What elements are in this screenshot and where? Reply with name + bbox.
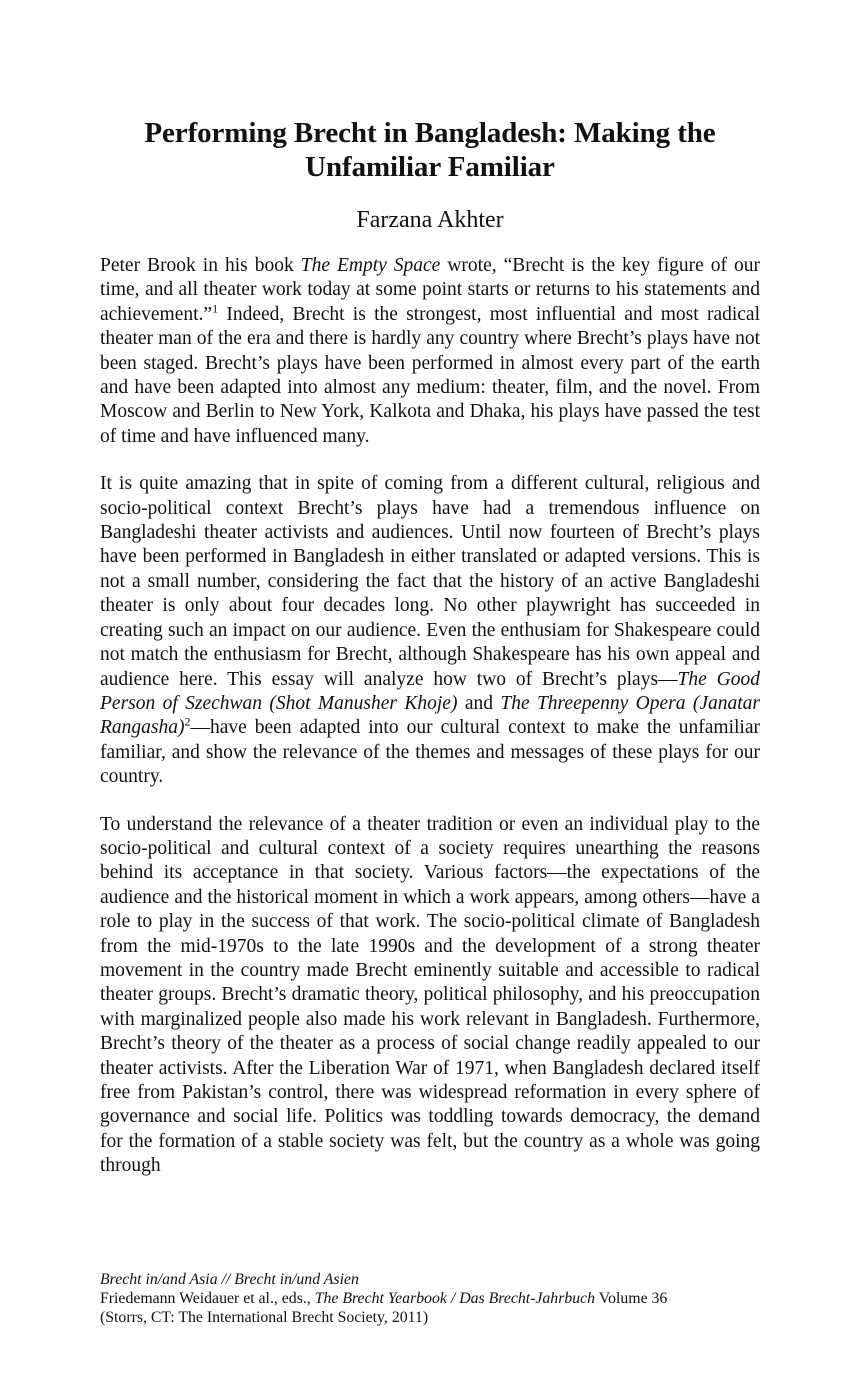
play-title: The Good Person of Szechwan (Shot Manusher Khoje) (100, 668, 760, 714)
body-paragraph (100, 813, 760, 1179)
body-paragraph (100, 254, 760, 449)
footnote-marker[interactable]: 2 (184, 714, 191, 729)
play-title: The Threepenny Opera (Janatar Rangasha) (100, 692, 760, 739)
paragraph-text: and (457, 692, 501, 714)
footer-yearbook: The Brecht Yearbook / Das Brecht-Jahrbuch (314, 1290, 596, 1307)
article-page (100, 116, 760, 1179)
paragraph-text: —have been adapted into our cultural context to make the unfamiliar familiar, and show the relevance of the themes and messages of these plays for our country. (100, 717, 760, 788)
paragraph-text: Peter Brook in his book (100, 255, 301, 276)
article-title: Performing Brecht in Bangladesh: Making the Unfamiliar Familiar (144, 117, 716, 183)
paragraph-text: wrote, “Brecht is the key figure of our time, and all theater work today at some point starts or returns to his statements and achievement.” (100, 255, 760, 325)
body-paragraph (100, 472, 760, 789)
footer-publisher: (Storrs, CT: The International Brecht Society, 2011) (100, 1309, 429, 1326)
paragraph-text: Indeed, Brecht is the strongest, most influential and most radical theater man of the era and there is hardly any country where Brecht’s plays have not been staged. Brecht’s plays have been performed in almost every part of the earth and have been adapted into almost any medium: theater, film, and the novel. From Moscow and Berlin to New York, Kalkota and Dhaka, his plays have passed the test of time and have influenced many. (100, 303, 760, 447)
footer-citation (100, 1289, 765, 1308)
page-footer (100, 1270, 765, 1327)
footnote-marker[interactable]: 1 (212, 301, 219, 316)
paragraph-text: It is quite amazing that in spite of coming from a different cultural, religious and socio-political context Brecht’s plays have had a tremendous influence on Bangladeshi theater activists and audiences. Until now fourteen of Brecht’s plays have been performed in Bangladesh in either translated or adapted versions. This is not a small number, considering the fact that the history of an active Bangladeshi theater is only about four decades long. No other playwright has succeeded in creating such an impact on our audience. Even the enthusiam for Shakespeare could not match the enthusiasm for Brecht, although Shakespeare has his own appeal and audience here. This essay will analyze how two of Brecht’s plays— (100, 473, 760, 690)
article-author: Farzana Akhter (356, 207, 504, 233)
footer-editors: Friedemann Weidauer et al., eds., (100, 1290, 315, 1307)
footer-volume: Volume 36 (595, 1290, 668, 1307)
footer-series: Brecht in/and Asia // Brecht in/und Asien (100, 1271, 359, 1288)
article-body (100, 254, 760, 1179)
book-title: The Empty Space (300, 255, 441, 276)
paragraph-text: To understand the relevance of a theater tradition or even an individual play to the socio-political and cultural context of a society requires unearthing the reasons behind its acceptance in that society. Various factors—the expectations of the audience and the historical moment in which a work appears, among others—have a role to play in the success of that work. The socio-political climate of Bangladesh from the mid-1970s to the late 1990s and the development of a strong theater movement in the country made Brecht eminently suitable and accessible to radical theater groups. Brecht’s dramatic theory, political philosophy, and his preoccupation with marginalized people also made his work relevant in Bangladesh. Furthermore, Brecht’s theory of the theater as a process of social change readily appealed to our theater activists. After the Liberation War of 1971, when Bangladesh declared itself free from Pakistan’s control, there was widespread reformation in every sphere of governance and social life. Politics was toddling towards democracy, the demand for the formation of a stable society was felt, but the country as a whole was going through (100, 813, 760, 1177)
